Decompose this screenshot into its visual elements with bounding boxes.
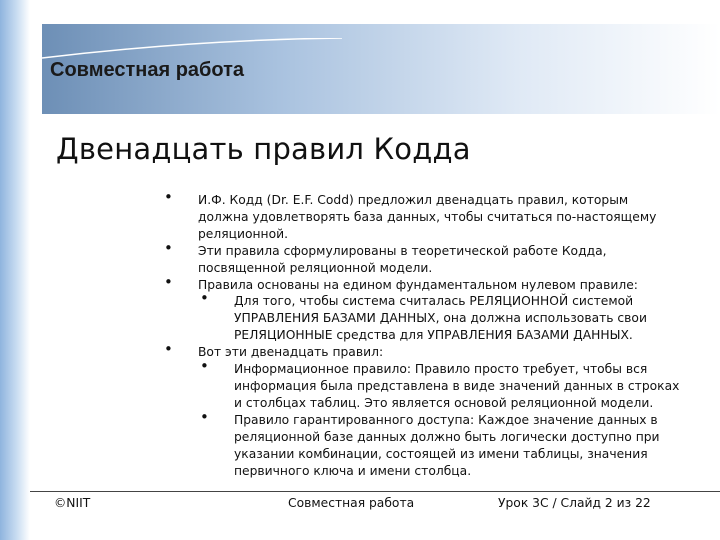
bullet-icon: • xyxy=(164,340,173,359)
slide-content xyxy=(160,188,680,479)
list-item-text: Правила основаны на едином фундаментальном нулевом правиле: xyxy=(198,277,638,292)
header-title: Совместная работа xyxy=(50,59,245,81)
bullet-icon: • xyxy=(200,289,209,308)
left-gradient-bar xyxy=(0,0,30,540)
sub-list-item-text: Правило гарантированного доступа: Каждое значение данных в реляционной базе данных должно быть логически доступно при указании комбинации, состоящей из имени таблицы, значения первичного ключа и имени столбца. xyxy=(234,412,660,478)
slide-title: Двенадцать правил Кодда xyxy=(56,132,471,166)
footer-copyright: ©NIIT xyxy=(54,496,91,510)
list-item xyxy=(160,272,680,345)
bullet-icon: • xyxy=(200,407,209,426)
list-item-text: И.Ф. Кодд (Dr. E.F. Codd) предложил двенадцать правил, которым должна удовлетворять база данных, чтобы считаться по-настоящему реляционной. xyxy=(198,193,657,241)
list-item xyxy=(160,188,680,243)
list-item-text: Эти правила сформулированы в теоретической работе Кодда, посвященной реляционной модели. xyxy=(198,243,607,275)
sub-list-item xyxy=(198,357,680,412)
footer-slide-info: Урок 3C / Слайд 2 из 22 xyxy=(498,496,651,510)
bullet-icon: • xyxy=(164,188,173,206)
sub-list-item xyxy=(198,289,680,344)
bullet-icon: • xyxy=(200,357,209,376)
bullet-icon: • xyxy=(164,238,173,257)
list-item-text: Вот эти двенадцать правил: xyxy=(198,345,384,360)
footer-divider xyxy=(30,491,720,492)
list-item xyxy=(160,340,680,479)
list-item xyxy=(160,238,680,277)
sub-list-item-text: Информационное правило: Правило просто требует, чтобы вся информация была представлена в виде значений данных в строках и столбцах таблиц. Это является основой реляционной модели. xyxy=(234,362,680,410)
footer-course: Совместная работа xyxy=(288,496,415,510)
sub-list-item-text: Для того, чтобы система считалась РЕЛЯЦИОННОЙ системой УПРАВЛЕНИЯ БАЗАМИ ДАННЫХ, она должна использовать свои РЕЛЯЦИОННЫЕ средства для УПРАВЛЕНИЯ БАЗАМИ ДАННЫХ. xyxy=(234,294,647,343)
bullet-icon: • xyxy=(164,272,173,291)
sub-list-item xyxy=(198,407,680,480)
